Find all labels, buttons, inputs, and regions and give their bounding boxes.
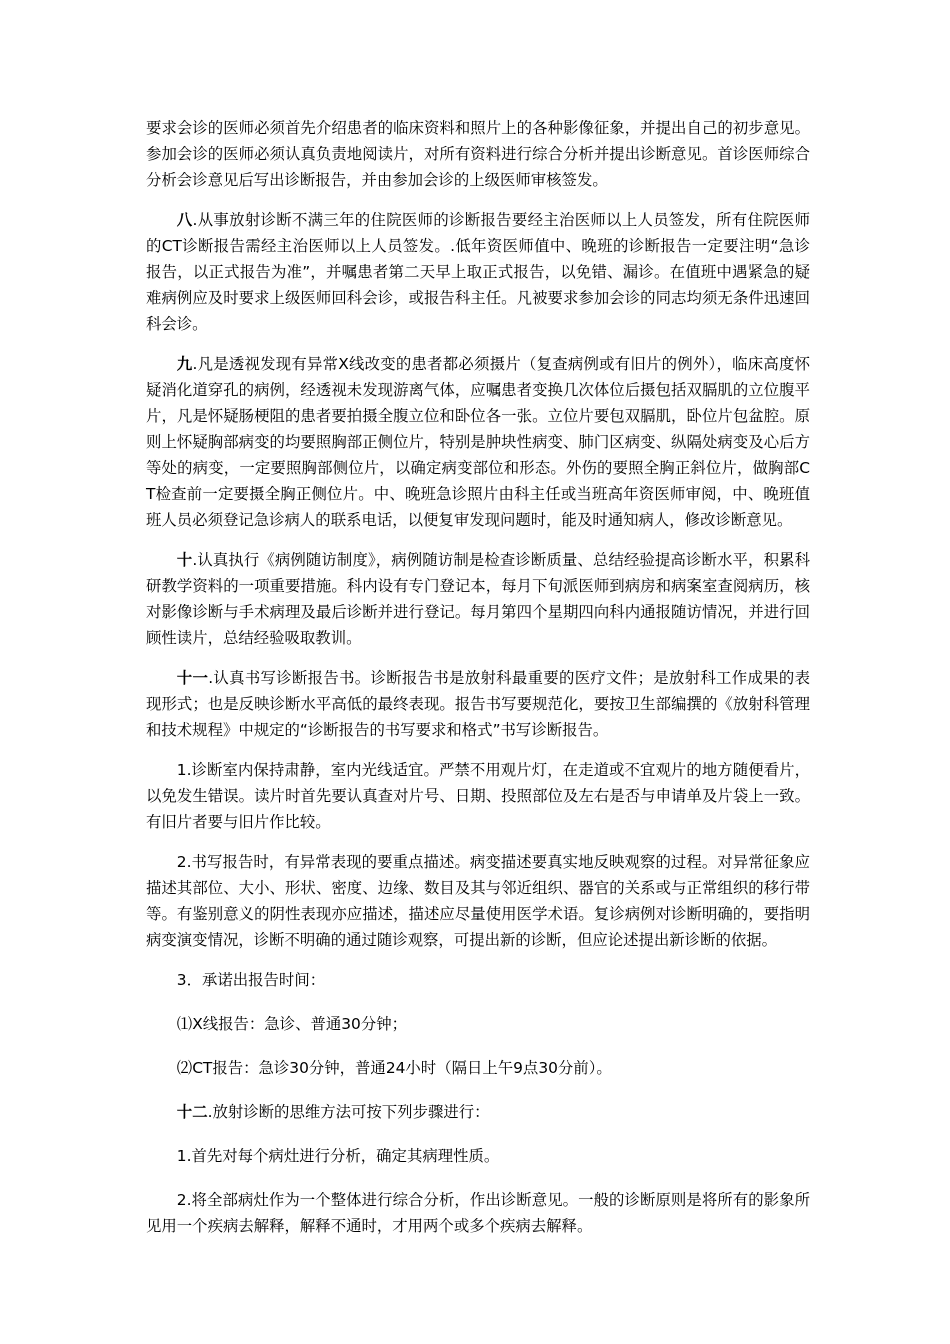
paragraph-xray-time	[146, 1011, 810, 1037]
paragraph-12-item-2	[146, 1187, 810, 1239]
paragraph-11-item-2	[146, 849, 810, 953]
paragraph-text: 1.诊断室内保持肃静，室内光线适宜。严禁不用观片灯，在走道或不宜观片的地方随便看片，以免发生错误。读片时首先要认真查对片号、日期、投照部位及左右是否与申请单及片袋上一致。有旧片者要与旧片作比较。	[146, 761, 810, 831]
paragraph-12	[146, 1099, 810, 1125]
paragraph-text: ⑵CT报告：急诊30分钟，普通24小时（隔日上午9点30分前）。	[176, 1059, 612, 1077]
paragraph-text: 3．承诺出报告时间：	[176, 971, 326, 989]
document-page	[146, 115, 810, 1253]
paragraph-text: .认真书写诊断报告书。诊断报告书是放射科最重要的医疗文件；是放射科工作成果的表现形式；也是反映诊断水平高低的最终表现。报告书写要规范化，要按卫生部编撰的《放射科管理和技术规程》中规定的“诊断报告的书写要求和格式”书写诊断报告。	[146, 669, 810, 739]
paragraph-8	[146, 207, 810, 337]
paragraph-text: 2.书写报告时，有异常表现的要重点描述。病变描述要真实地反映观察的过程。对异常征象应描述其部位、大小、形状、密度、边缘、数目及其与邻近组织、器官的关系或与正常组织的移行带等。有鉴别意义的阴性表现亦应描述，描述应尽量使用医学术语。复诊病例对诊断明确的，要指明病变演变情况，诊断不明确的通过随诊观察，可提出新的诊断，但应论述提出新诊断的依据。	[146, 853, 810, 949]
paragraph-12-item-1	[146, 1143, 810, 1169]
paragraph-heading: 十二	[176, 1103, 208, 1121]
paragraph-11-item-3	[146, 967, 810, 993]
paragraph-text: .凡是透视发现有异常X线改变的患者都必须摄片（复查病例或有旧片的例外），临床高度怀疑消化道穿孔的病例，经透视未发现游离气体，应嘱患者变换几次体位后摄包括双膈肌的立位腹平片，凡是怀疑肠梗阻的患者要拍摄全腹立位和卧位各一张。立位片要包双膈肌，卧位片包盆腔。原则上怀疑胸部病变的均要照胸部正侧位片，特别是肿块性病变、肺门区病变、纵隔处病变及心后方等处的病变，一定要照胸部侧位片，以确定病变部位和形态。外伤的要照全胸正斜位片，做胸部CT检查前一定要摄全胸正侧位片。中、晚班急诊照片由科主任或当班高年资医师审阅，中、晚班值班人员必须登记急诊病人的联系电话，以便复审发现问题时，能及时通知病人，修改诊断意见。	[146, 355, 810, 529]
paragraph-text: .认真执行《病例随访制度》，病例随访制是检查诊断质量、总结经验提高诊断水平，积累科研教学资料的一项重要措施。科内设有专门登记本，每月下旬派医师到病房和病案室查阅病历，核对影像诊断与手术病理及最后诊断并进行登记。每月第四个星期四向科内通报随访情况，并进行回顾性读片，总结经验吸取教训。	[146, 551, 810, 647]
paragraph-10	[146, 547, 810, 651]
paragraph-text: 要求会诊的医师必须首先介绍患者的临床资料和照片上的各种影像征象，并提出自己的初步意见。参加会诊的医师必须认真负责地阅读片，对所有资料进行综合分析并提出诊断意见。首诊医师综合分析会诊意见后写出诊断报告，并由参加会诊的上级医师审核签发。	[146, 119, 810, 189]
paragraph-heading: 十	[176, 551, 193, 569]
paragraph-text: .放射诊断的思维方法可按下列步骤进行：	[207, 1103, 490, 1121]
paragraph-heading: 八	[176, 211, 193, 229]
paragraph-11-item-1	[146, 757, 810, 835]
paragraph-text: .从事放射诊断不满三年的住院医师的诊断报告要经主治医师以上人员签发，所有住院医师的CT诊断报告需经主治医师以上人员签发。.低年资医师值中、晚班的诊断报告一定要注明“急诊报告，以正式报告为准”，并嘱患者第二天早上取正式报告，以免错、漏诊。在值班中遇紧急的疑难病例应及时要求上级医师回科会诊，或报告科主任。凡被要求参加会诊的同志均须无条件迅速回科会诊。	[146, 211, 810, 333]
paragraph-text: ⑴X线报告：急诊、普通30分钟；	[176, 1015, 408, 1033]
paragraph-text: 2.将全部病灶作为一个整体进行综合分析，作出诊断意见。一般的诊断原则是将所有的影象所见用一个疾病去解释，解释不通时，才用两个或多个疾病去解释。	[146, 1191, 810, 1235]
paragraph-text: 1.首先对每个病灶进行分析，确定其病理性质。	[176, 1147, 500, 1165]
paragraph-ct-time	[146, 1055, 810, 1081]
paragraph-heading: 九	[176, 355, 193, 373]
paragraph-heading: 十一	[176, 669, 209, 687]
paragraph-11	[146, 665, 810, 743]
paragraph-consultation	[146, 115, 810, 193]
paragraph-9	[146, 351, 810, 533]
